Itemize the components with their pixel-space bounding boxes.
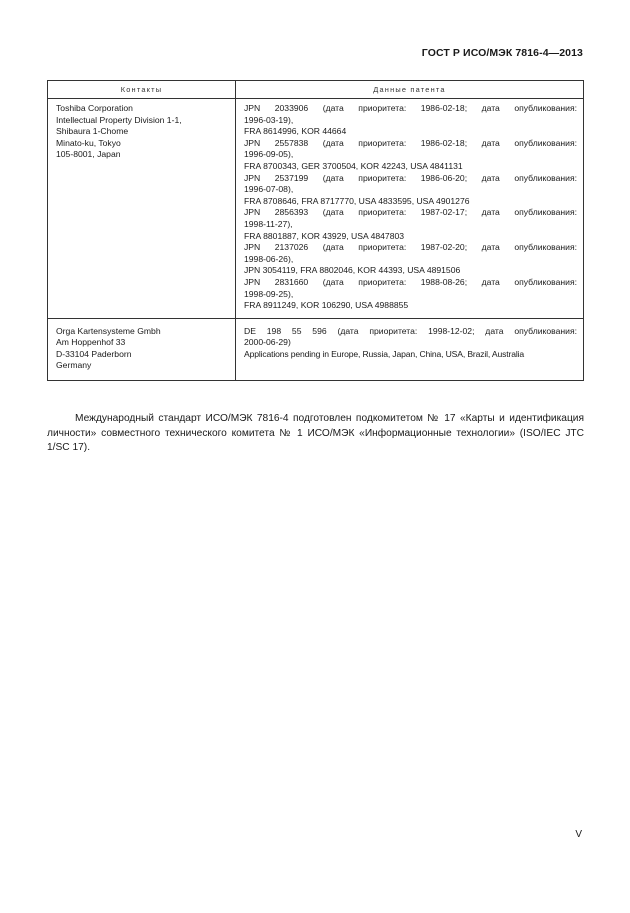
patent-line: JPN 2557838 (дата приоритета: 1986-02-18; дата опубликования: <box>244 137 577 148</box>
contact-line: Orga Kartensysteme Gmbh <box>56 325 161 336</box>
patent-line: JPN 2537199 (дата приоритета: 1986-06-20; дата опубликования: <box>244 172 577 183</box>
patent-line: FRA 8801887, KOR 43929, USA 4847803 <box>244 230 405 241</box>
patent-line: DE 198 55 596 (дата приоритета: 1998-12-02; дата опубликования: <box>244 325 577 336</box>
contact-line: Intellectual Property Division 1-1, <box>56 114 182 125</box>
contact-line: 105-8001, Japan <box>56 149 121 160</box>
patent-line: 1996-03-19), <box>244 114 294 125</box>
contact-cell <box>48 99 236 319</box>
table-header-row <box>48 81 584 99</box>
contact-line: Germany <box>56 360 92 371</box>
patent-line: JPN 2831660 (дата приоритета: 1988-08-26; дата опубликования: <box>244 276 577 287</box>
standard-code-header: ГОСТ Р ИСО/МЭК 7816-4—2013 <box>421 47 583 59</box>
patent-line: JPN 2033906 (дата приоритета: 1986-02-18; дата опубликования: <box>244 103 577 113</box>
patent-line: 1996-07-08), <box>244 184 294 195</box>
contact-line: Toshiba Corporation <box>56 103 133 113</box>
patent-line: FRA 8708646, FRA 8717770, USA 4833595, USA 4901276 <box>244 195 470 206</box>
patent-line: FRA 8614996, KOR 44664 <box>244 126 347 137</box>
contact-line: Am Hoppenhof 33 <box>56 337 126 348</box>
page-number: V <box>575 829 582 840</box>
patent-line: 2000-06-29) <box>244 337 291 348</box>
patent-line: 1998-11-27), <box>244 218 293 229</box>
table-row <box>48 99 584 319</box>
patent-line: JPN 3054119, FRA 8802046, KOR 44393, USA 4891506 <box>244 265 461 276</box>
column-header-contacts: Контакты <box>48 81 236 99</box>
contact-line: D-33104 Paderborn <box>56 348 132 359</box>
patent-line: Applications pending in Europe, Russia, Japan, China, USA, Brazil, Australia <box>244 348 524 359</box>
contact-line: Shibaura 1-Chome <box>56 126 129 137</box>
patent-table <box>47 80 584 381</box>
note-text: Международный стандарт ИСО/МЭК 7816-4 подготовлен подкомитетом № 17 «Карты и идентификация личности» совместного технического комитета № 1 ИСО/МЭК «Информационные технологии» (ISO/IEC JTC 1/SC 17). <box>47 413 584 454</box>
patent-line: JPN 2137026 (дата приоритета: 1987-02-20; дата опубликования: <box>244 242 577 253</box>
column-header-patent-data: Данные патента <box>236 81 584 99</box>
patent-line: 1998-06-26), <box>244 253 294 264</box>
patent-cell <box>236 318 584 380</box>
standard-preparation-note <box>47 412 584 456</box>
contact-line: Minato-ku, Tokyo <box>56 137 121 148</box>
patent-line: FRA 8700343, GER 3700504, KOR 42243, USA 4841131 <box>244 160 463 171</box>
table-row <box>48 318 584 380</box>
patent-line: JPN 2856393 (дата приоритета: 1987-02-17; дата опубликования: <box>244 207 577 218</box>
patent-line: 1998-09-25), <box>244 288 294 299</box>
patent-line: FRA 8911249, KOR 106290, USA 4988855 <box>244 300 409 311</box>
patent-line: 1996-09-05), <box>244 149 294 160</box>
contact-cell <box>48 318 236 380</box>
patent-cell <box>236 99 584 319</box>
